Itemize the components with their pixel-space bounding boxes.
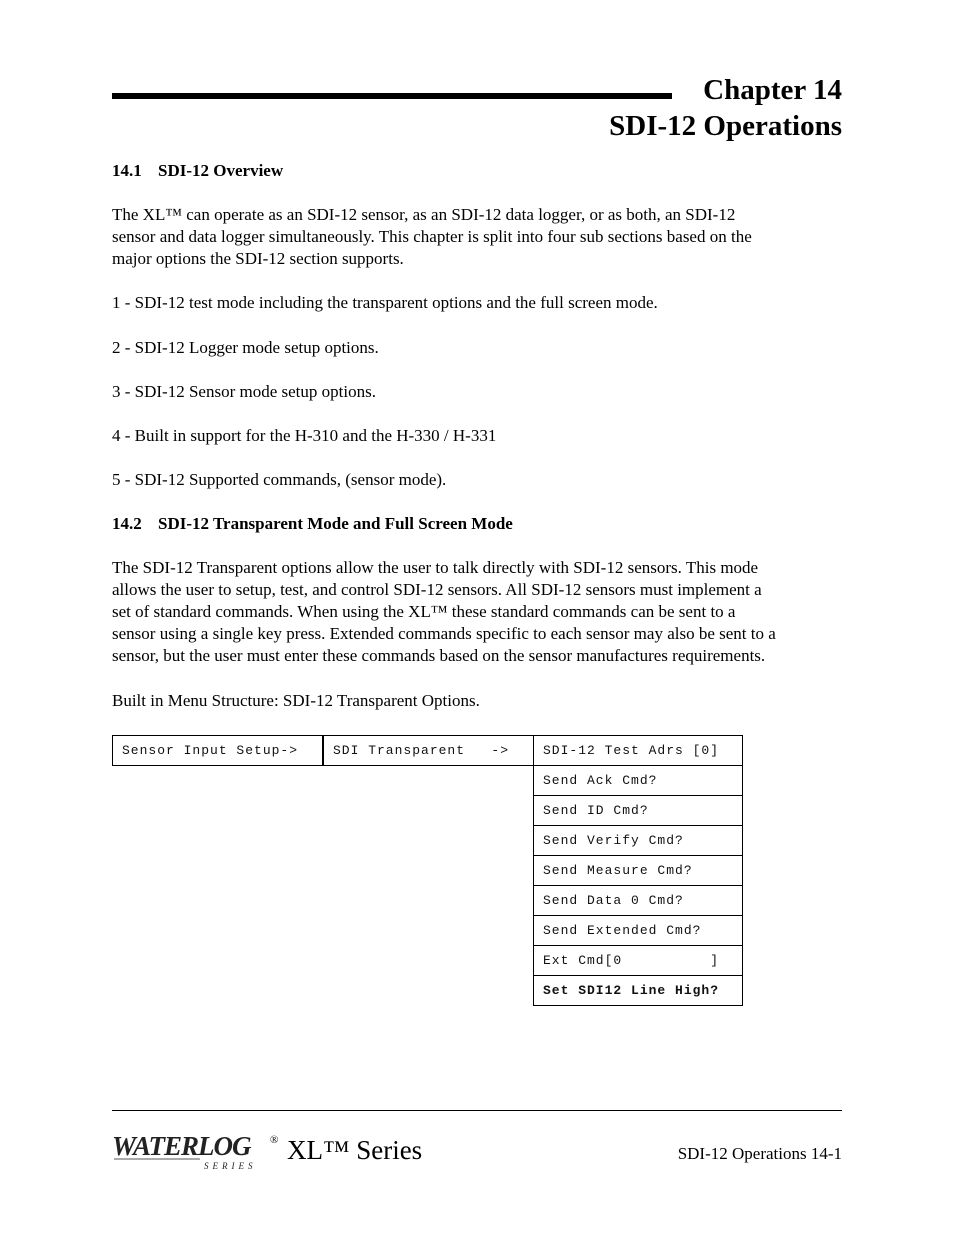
section-number: 14.2: [112, 514, 142, 533]
paragraph-line: major options the SDI-12 section supports.: [112, 249, 404, 268]
paragraph-line: The SDI-12 Transparent options allow the user to talk directly with SDI-12 sensors. This mode: [112, 558, 759, 577]
menu-box-sdi-transparent: SDI Transparent ->: [323, 735, 534, 766]
list-item: 3 - SDI-12 Sensor mode setup options.: [112, 382, 376, 401]
svg-text:WATERLOG: WATERLOG: [112, 1131, 251, 1161]
chapter-rule: [112, 93, 672, 99]
paragraph-line: The XL™ can operate as an SDI-12 sensor, as an SDI-12 data logger, or as both, an SDI-12: [112, 205, 736, 224]
menu-box-send-ack: Send Ack Cmd?: [533, 765, 743, 796]
page-number: SDI-12 Operations 14-1: [677, 1144, 842, 1163]
paragraph-line: sensor, but the user must enter these commands based on the sensor manufactures requirements.: [112, 646, 766, 665]
paragraph-line: set of standard commands. When using the XL™ these standard commands can be sent to a: [112, 602, 736, 621]
chapter-title: SDI-12 Operations: [609, 110, 842, 142]
list-item: 2 - SDI-12 Logger mode setup options.: [112, 338, 379, 357]
menu-box-send-measure: Send Measure Cmd?: [533, 855, 743, 886]
menu-box-sensor-input-setup: Sensor Input Setup->: [112, 735, 323, 766]
series-title: XL™ Series: [287, 1135, 423, 1165]
section-number: 14.1: [112, 161, 142, 180]
list-item: 4 - Built in support for the H-310 and the H-330 / H-331: [112, 426, 497, 445]
list-item: 5 - SDI-12 Supported commands, (sensor mode).: [112, 470, 447, 489]
paragraph-line: sensor using a single key press. Extended commands specific to each sensor may also be sent to a: [112, 624, 776, 643]
section-title: SDI-12 Overview: [158, 161, 284, 180]
section-title: SDI-12 Transparent Mode and Full Screen Mode: [158, 514, 513, 533]
svg-text:®: ®: [270, 1134, 279, 1146]
menu-box-test-address: SDI-12 Test Adrs [0]: [533, 735, 743, 766]
menu-box-send-data-0: Send Data 0 Cmd?: [533, 885, 743, 916]
menu-box-send-id: Send ID Cmd?: [533, 795, 743, 826]
menu-box-send-verify: Send Verify Cmd?: [533, 825, 743, 856]
menu-intro: Built in Menu Structure: SDI-12 Transparent Options.: [112, 691, 480, 710]
menu-box-set-line-high: Set SDI12 Line High?: [533, 975, 743, 1006]
paragraph-line: allows the user to setup, test, and control SDI-12 sensors. All SDI-12 sensors must implement a: [112, 580, 762, 599]
list-item: 1 - SDI-12 test mode including the transparent options and the full screen mode.: [112, 293, 658, 312]
paragraph-line: sensor and data logger simultaneously. This chapter is split into four sub sections based on the: [112, 227, 752, 246]
section-heading-14-1: [112, 160, 283, 182]
footer-rule: [112, 1110, 842, 1111]
waterlog-logo: [110, 1125, 282, 1171]
chapter-number: Chapter 14: [703, 74, 842, 106]
menu-box-send-extended: Send Extended Cmd?: [533, 915, 743, 946]
section-heading-14-2: [112, 513, 513, 535]
svg-text:SERIES: SERIES: [204, 1161, 257, 1171]
menu-box-ext-cmd: Ext Cmd[0 ]: [533, 945, 743, 976]
